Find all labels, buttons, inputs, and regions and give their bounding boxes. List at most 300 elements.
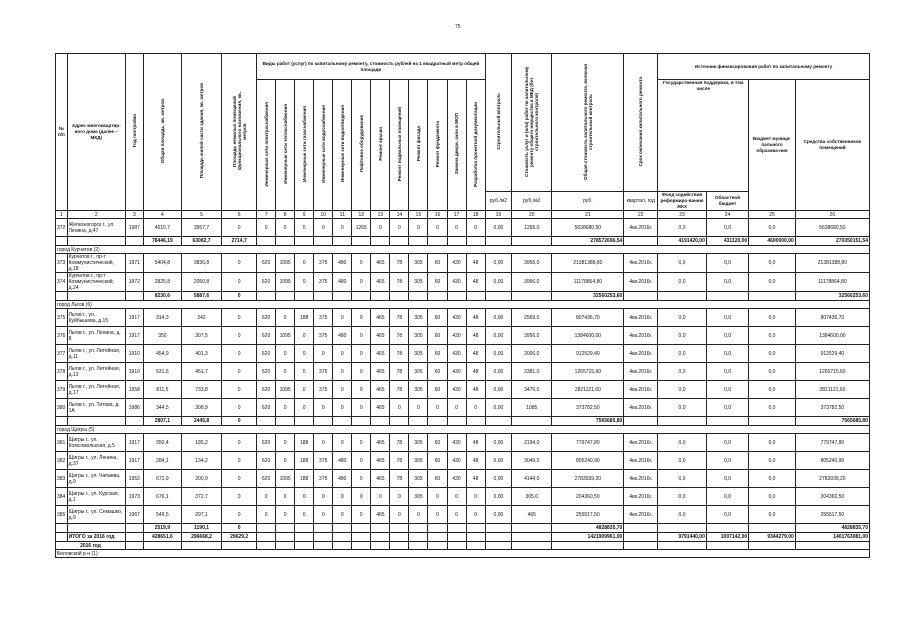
value-cell: 1917 [125,327,143,345]
value-cell: 620 [257,345,276,363]
value-cell: 620 [257,273,276,292]
header-address: Адрес многоквартир-ного дома (далее – МКД) [67,54,125,211]
value-cell: 0 [447,219,466,237]
value-cell: 0 [222,524,257,533]
value-cell: 465 [371,399,390,417]
empty-cell [295,542,314,550]
value-cell: 296668,2 [181,533,221,542]
value-cell [512,417,552,426]
value-cell: 0 [222,219,257,237]
empty-cell [658,542,707,550]
value-cell: 0,0 [658,345,707,363]
value-cell [624,417,658,426]
value-cell: 0 [295,381,314,399]
column-number: 18 [466,211,485,219]
value-cell [257,533,276,542]
value-cell [485,533,511,542]
value-cell: 60 [428,470,447,488]
value-cell [466,524,485,533]
value-cell: 305 [409,327,428,345]
value-cell [352,417,371,426]
column-number: 9 [295,211,314,219]
table-row [56,452,870,470]
value-cell [749,524,796,533]
value-cell: 0,00 [485,254,511,273]
table-row [56,345,870,363]
value-cell: 465 [371,273,390,292]
empty-cell [706,542,748,550]
value-cell: 0,0 [706,506,748,524]
table-row [56,363,870,381]
value-cell: 0 [352,434,371,452]
value-cell: 373782,50 [552,399,624,417]
value-cell: 0 [314,434,333,452]
value-cell: 1917 [125,309,143,327]
value-cell: 375 [314,470,333,488]
value-cell [390,292,409,301]
value-cell: 9344279,00 [749,533,796,542]
value-cell: 430 [447,434,466,452]
grand-row [56,533,870,542]
value-cell: 0,0 [706,309,748,327]
value-cell: 372 [56,219,68,237]
value-cell: 430 [447,470,466,488]
value-cell: 0 [333,488,352,506]
value-cell [485,292,511,301]
value-cell: 305 [409,273,428,292]
value-cell: 0 [352,363,371,381]
value-cell: 430 [447,327,466,345]
value-cell: 48 [466,273,485,292]
header-w10: Инженерные сети водоснабжения [314,80,333,211]
value-cell: 48 [466,254,485,273]
value-cell: 0,0 [706,452,748,470]
value-cell: 32560253,60 [552,292,624,301]
value-cell: 48 [466,434,485,452]
value-cell: 2825,8 [143,273,181,292]
value-cell: 284,1 [143,452,181,470]
value-cell [56,533,68,542]
empty-cell [352,542,371,550]
value-cell: 0 [295,488,314,506]
empty-cell [390,542,409,550]
table-row [56,488,870,506]
unit-c22: квартал, год [624,192,658,211]
value-cell: 4кв.2016г. [624,254,658,273]
address-cell: Льгов г., ул. Куйбышева, д.15 [67,309,125,327]
value-cell [125,237,143,246]
value-cell: 0,0 [706,399,748,417]
value-cell [706,524,748,533]
value-cell: 305,0 [512,488,552,506]
value-cell: 32560253,60 [795,292,869,301]
value-cell [257,237,276,246]
value-cell: 3957,7 [181,219,221,237]
value-cell: 381 [56,434,68,452]
table-row [56,434,870,452]
value-cell: 0 [352,488,371,506]
column-number: 26 [795,211,869,219]
value-cell: 401,3 [181,345,221,363]
value-cell [371,417,390,426]
value-cell: 0,0 [706,381,748,399]
value-cell: 0 [314,399,333,417]
value-cell: 0 [390,488,409,506]
value-cell: 0 [222,363,257,381]
value-cell: 78 [390,254,409,273]
value-cell [371,237,390,246]
value-cell: 0 [276,452,295,470]
value-cell: 4кв.2016г. [624,452,658,470]
header-living-area: Площадь жилой части здания, кв. метров [181,54,221,211]
value-cell: 4кв.2016г. [624,470,658,488]
value-cell: 204360,50 [552,488,624,506]
header-w15: Ремонт фасада [409,80,428,211]
value-cell: 2194,0 [512,434,552,452]
value-cell: 428651,6 [143,533,181,542]
value-cell: 375 [56,309,68,327]
column-number: 6 [222,211,257,219]
value-cell: 0,0 [658,452,707,470]
value-cell: 0 [409,506,428,524]
value-cell: 185,2 [181,434,221,452]
value-cell [390,533,409,542]
address-cell: Льгов г., ул. Литейная, д.17 [67,381,125,399]
table-row [56,506,870,524]
value-cell: 48 [466,345,485,363]
value-cell: 480 [333,254,352,273]
value-cell: 3956,0 [512,254,552,273]
value-cell [390,237,409,246]
value-cell [749,417,796,426]
value-cell [295,524,314,533]
value-cell [352,524,371,533]
address-cell: Льгов г., ул. Литейная, д.13 [67,363,125,381]
value-cell: 377 [56,345,68,363]
column-number-row [56,211,870,219]
value-cell: 188 [295,434,314,452]
address-cell: Льгов г., ул. Титова, д. 1А [67,399,125,417]
value-cell: 0,0 [749,488,796,506]
value-cell [447,524,466,533]
page-number: 75 [455,24,461,30]
value-cell [428,237,447,246]
value-cell [485,417,511,426]
value-cell: 671,9 [143,470,181,488]
value-cell: 4кв.2016г. [624,327,658,345]
value-cell: 188 [295,309,314,327]
column-number: 12 [352,211,371,219]
value-cell: 912529,40 [795,345,869,363]
value-cell [295,237,314,246]
value-cell: 0,0 [658,327,707,345]
value-cell: 78 [390,434,409,452]
value-cell: 620 [257,309,276,327]
value-cell: 2783939,20 [552,470,624,488]
value-cell: 620 [257,452,276,470]
value-cell: 1952 [125,470,143,488]
value-cell: 376 [56,327,68,345]
column-number: 20 [512,211,552,219]
value-cell: 48 [466,363,485,381]
value-cell: 2807,1 [143,417,181,426]
value-cell [512,524,552,533]
value-cell: 0 [352,254,371,273]
column-number: 4 [143,211,181,219]
value-cell: 278572696,54 [552,237,624,246]
value-cell [512,533,552,542]
value-cell: 0 [314,219,333,237]
table-row [56,327,870,345]
value-cell: 4кв.2016г. [624,309,658,327]
header-c22: Срок окончания капитального ремонта [624,54,658,192]
value-cell: 5404,8 [143,254,181,273]
value-cell: 11178864,80 [795,273,869,292]
value-cell: 1967 [125,506,143,524]
address-cell: Курчатов г., пр-т Коммунистический, д.24 [67,273,125,292]
value-cell: 188 [295,470,314,488]
value-cell: 1971 [125,254,143,273]
value-cell: 0,00 [485,219,511,237]
value-cell: 384 [56,488,68,506]
value-cell: 0 [390,506,409,524]
value-cell: 0 [333,434,352,452]
value-cell: 2006,0 [512,345,552,363]
value-cell: 0,0 [749,381,796,399]
value-cell: 1265,0 [512,219,552,237]
value-cell: 4828835,70 [795,524,869,533]
value-cell: 1401763081,00 [795,533,869,542]
value-cell: 382 [56,452,68,470]
value-cell: 305 [409,434,428,452]
value-cell: 0,0 [658,219,707,237]
value-cell: 60 [428,273,447,292]
value-cell: 0 [371,488,390,506]
value-cell: 0,00 [485,452,511,470]
value-cell: 0,0 [749,327,796,345]
value-cell: 1085 [512,399,552,417]
value-cell: 373 [56,254,68,273]
value-cell [257,292,276,301]
value-cell: 0 [295,327,314,345]
value-cell: 0 [352,273,371,292]
value-cell: 549,5 [143,506,181,524]
value-cell [333,533,352,542]
value-cell: 1986 [125,399,143,417]
value-cell [333,237,352,246]
value-cell: 297,1 [181,506,221,524]
value-cell: 78 [390,363,409,381]
value-cell: 0,00 [485,488,511,506]
empty-cell [795,542,869,550]
value-cell: 379 [56,381,68,399]
value-cell: 0 [466,399,485,417]
value-cell [409,417,428,426]
value-cell: 2714,7 [222,237,257,246]
value-cell: 78 [390,327,409,345]
value-cell: 0,0 [658,488,707,506]
value-cell: 0 [222,452,257,470]
value-cell: 3476,0 [512,381,552,399]
header-c23: Фонд содействия реформиро-ванию ЖКХ [658,192,707,211]
unit-c21: руб. [552,192,624,211]
value-cell: 620 [257,254,276,273]
value-cell: 48 [466,470,485,488]
value-cell: 7565685,80 [795,417,869,426]
value-cell: 1972 [125,273,143,292]
header-total-area: Общая площадь, кв. метров [143,54,181,211]
value-cell: 383 [56,470,68,488]
value-cell: 0,0 [706,219,748,237]
value-cell: 430 [447,309,466,327]
empty-cell [552,542,624,550]
value-cell: 1095 [276,273,295,292]
value-cell: 314,3 [143,309,181,327]
value-cell: 620 [257,470,276,488]
value-cell: 4191420,00 [658,237,707,246]
value-cell: 2445,8 [181,417,221,426]
value-cell: 4кв.2016г. [624,506,658,524]
value-cell: 805240,90 [795,452,869,470]
value-cell: 375 [314,452,333,470]
value-cell: 430 [447,345,466,363]
value-cell: 0,0 [749,434,796,452]
empty-cell [143,542,181,550]
empty-cell [624,542,658,550]
value-cell: 0 [371,219,390,237]
value-cell: 29629,2 [222,533,257,542]
value-cell: 378 [56,363,68,381]
header-w8: Инженерные сети теплоснабжения [276,80,295,211]
column-number: 24 [706,211,748,219]
value-cell [624,533,658,542]
value-cell: 0,0 [749,273,796,292]
value-cell: 372,7 [181,488,221,506]
value-cell: 60 [428,327,447,345]
value-cell: 305 [409,488,428,506]
header-num: № п/п [56,54,68,211]
address-cell: Щигры г., ул. Семашко, д.9 [67,506,125,524]
column-number: 16 [428,211,447,219]
header-fin-group: Источник финансирования работ по капитальному ремонту [658,54,870,80]
value-cell [56,237,68,246]
value-cell: 0,0 [706,345,748,363]
header-w18: Разработка проектной документации [466,80,485,211]
value-cell [352,237,371,246]
value-cell: 0,0 [658,273,707,292]
value-cell: 305 [409,452,428,470]
value-cell: 0,00 [485,381,511,399]
header-year: Год постройки [125,54,143,211]
value-cell: 305 [409,381,428,399]
value-cell: 1095 [276,254,295,273]
value-cell: 78 [390,452,409,470]
header-c20: Стоимость услуг и (или) работ по капитальному ремонту общего имущества в МКД (без строительного контроля) [512,54,552,192]
section-heading: Беловский р-н (1) [56,550,870,558]
sec-row [56,246,870,254]
empty-cell [371,542,390,550]
value-cell [624,292,658,301]
empty-cell [125,542,143,550]
column-number: 15 [409,211,428,219]
value-cell: 0,00 [485,345,511,363]
value-cell [371,292,390,301]
value-cell: 375 [314,381,333,399]
header-nonres-area: Площадь нежилых помещений функционального назначения, кв. метров [222,54,257,211]
value-cell: 0 [352,452,371,470]
value-cell: 48 [466,327,485,345]
column-number: 14 [390,211,409,219]
value-cell: 78 [390,273,409,292]
value-cell [390,417,409,426]
value-cell: 2821121,60 [552,381,624,399]
header-w7: Инженерные сети электроснабжения [257,80,276,211]
empty-cell [512,542,552,550]
value-cell: 2569,0 [512,309,552,327]
value-cell: 0 [222,292,257,301]
empty-cell [222,542,257,550]
value-cell: 60 [428,452,447,470]
value-cell: 0 [333,219,352,237]
value-cell: 305 [409,309,428,327]
value-cell: 0,0 [749,363,796,381]
value-cell: 373782,50 [795,399,869,417]
value-cell: 1917 [125,452,143,470]
value-cell: 305 [409,345,428,363]
value-cell: 1987 [125,219,143,237]
value-cell: 430 [447,363,466,381]
table-body [56,211,870,558]
value-cell [409,237,428,246]
value-cell [512,292,552,301]
column-number: 5 [181,211,221,219]
value-cell: 0,0 [658,399,707,417]
empty-cell [447,542,466,550]
value-cell: 1910 [125,363,143,381]
empty-cell [749,542,796,550]
value-cell: 480 [333,327,352,345]
column-number: 19 [485,211,511,219]
value-cell: 375 [314,327,333,345]
unit-c19: руб./м2 [485,192,511,211]
value-cell [314,237,333,246]
value-cell [390,524,409,533]
column-number: 23 [658,211,707,219]
value-cell: 0 [352,327,371,345]
value-cell [658,292,707,301]
value-cell: 0 [352,345,371,363]
address-cell: ИТОГО за 2016 год [67,533,125,542]
header-c19: Строительный контроль [485,54,511,192]
value-cell: 374 [56,273,68,292]
value-cell: 1265 [352,219,371,237]
value-cell: 60 [428,309,447,327]
value-cell: 305 [409,470,428,488]
table-row [56,399,870,417]
value-cell: 134,2 [181,452,221,470]
value-cell [409,524,428,533]
value-cell: 0,00 [485,363,511,381]
value-cell: 0 [466,488,485,506]
value-cell: 7565685,80 [552,417,624,426]
value-cell: 4кв.2016г. [624,434,658,452]
value-cell [466,533,485,542]
address-cell: Щигры г., ул. Ленина, д.37 [67,452,125,470]
value-cell: 78446,19 [143,237,181,246]
value-cell: 4515,7 [143,219,181,237]
value-cell: 4кв.2016г. [624,345,658,363]
value-cell [371,524,390,533]
